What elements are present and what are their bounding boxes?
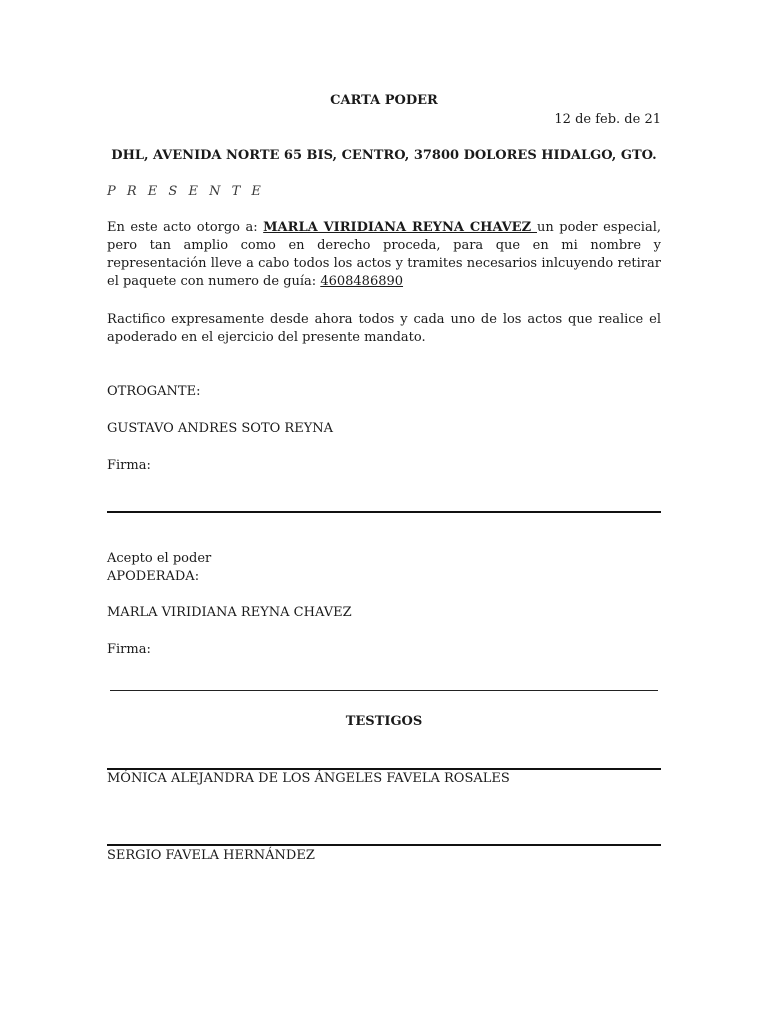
recipient-address: DHL, AVENIDA NORTE 65 BIS, CENTRO, 37800 DOLORES HIDALGO, GTO. bbox=[111, 148, 657, 163]
attorney-signature-label: Firma: bbox=[107, 642, 151, 657]
accept-power-text: Acepto el poder bbox=[107, 551, 212, 566]
witness-name: SERGIO FAVELA HERNÁNDEZ bbox=[107, 848, 315, 863]
document-date: 12 de feb. de 21 bbox=[554, 112, 661, 127]
grantor-signature-label: Firma: bbox=[107, 458, 151, 473]
grant-body-text: un poder especial, pero tan amplio como en derecho proceda, para que en mi nombre y representación lleve a cabo todos los actos y tramites necesarios inlcuyendo retirar el paquete con numero de guía: bbox=[107, 220, 662, 289]
presente-heading: P R E S E N T E bbox=[107, 184, 265, 199]
attorney-name: MARLA VIRIDIANA REYNA CHAVEZ bbox=[107, 605, 352, 620]
witness-name: MÓNICA ALEJANDRA DE LOS ÁNGELES FAVELA ROSALES bbox=[107, 771, 510, 786]
witness-signature-line bbox=[107, 844, 661, 846]
ratify-paragraph: Ractifico expresamente desde ahora todos y cada uno de los actos que realice el apoderado en el ejercicio del presente mandato. bbox=[107, 312, 661, 345]
grantor-name: GUSTAVO ANDRES SOTO REYNA bbox=[107, 421, 334, 436]
grantor-signature-line bbox=[107, 511, 661, 513]
attorney-label: APODERADA: bbox=[107, 569, 200, 584]
grant-paragraph bbox=[107, 219, 661, 291]
attorney-signature-line bbox=[110, 690, 658, 691]
grantor-label: OTROGANTE: bbox=[107, 384, 201, 399]
grant-lead-text: En este acto otorgo a: bbox=[107, 220, 264, 235]
witnesses-heading: TESTIGOS bbox=[345, 714, 423, 729]
guide-number: 4608486890 bbox=[320, 274, 404, 289]
attorney-name-inline: MARLA VIRIDIANA REYNA CHAVEZ bbox=[263, 220, 537, 235]
document-title: CARTA PODER bbox=[330, 93, 438, 108]
